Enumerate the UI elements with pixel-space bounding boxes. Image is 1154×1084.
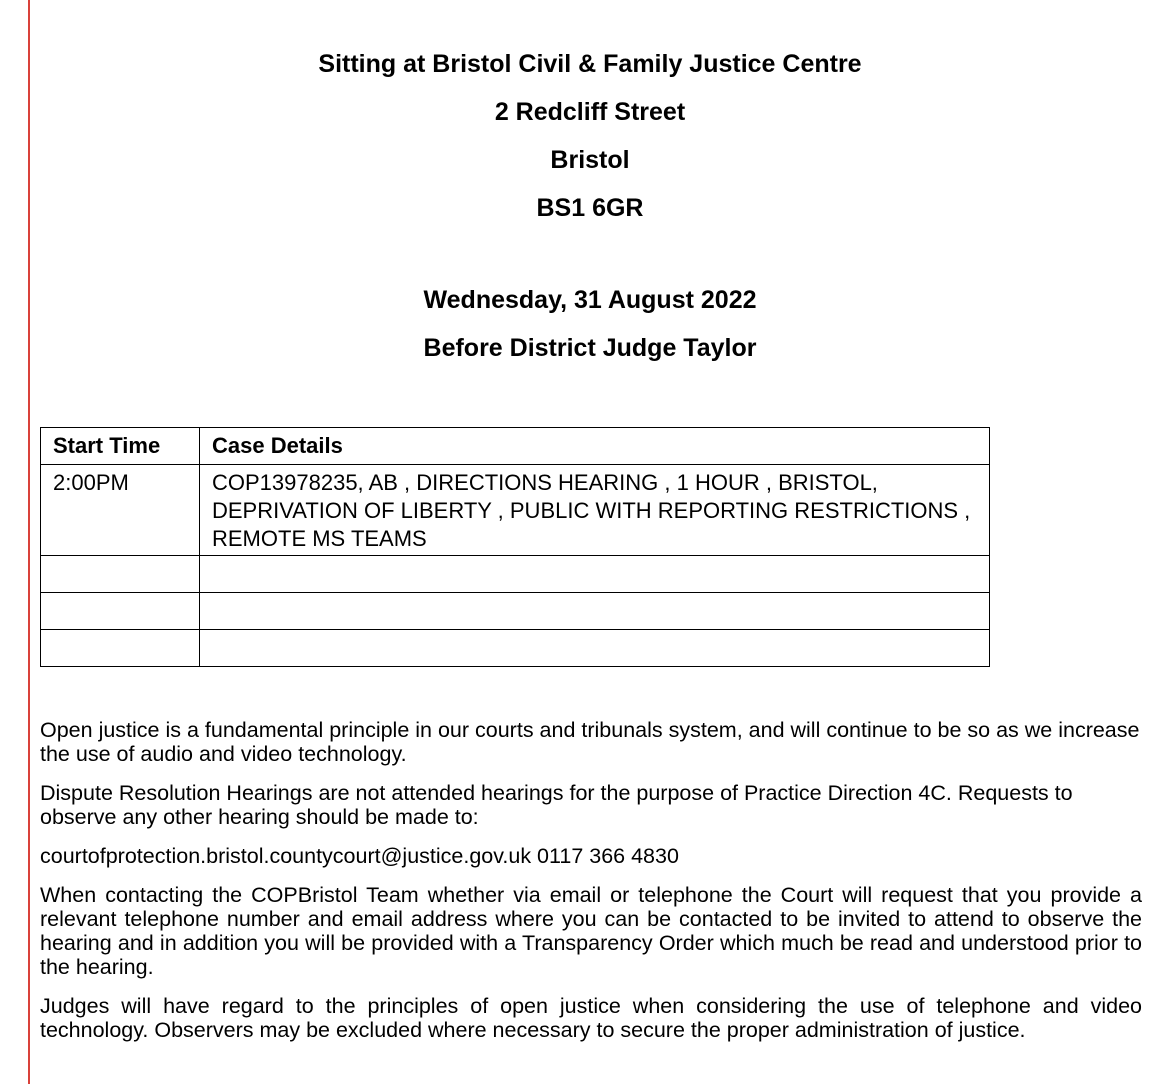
note-contacting-team: When contacting the COPBristol Team whether via email or telephone the Court will request that you provide a relevant telephone number and email address where you can be contacted to be invited to attend to observe the hearing and in addition you will be provided with a Transparency Order which much be read and understood prior to the hearing.: [40, 883, 1142, 979]
table-row: [41, 465, 990, 556]
empty-cell: [41, 556, 200, 593]
empty-cell: [200, 556, 990, 593]
court-street: 2 Redcliff Street: [494, 98, 686, 126]
empty-cell: [41, 630, 200, 667]
open-justice-notes: [40, 718, 1142, 1057]
cause-list-table: [40, 427, 990, 667]
header-case-details: Case Details: [200, 428, 990, 465]
empty-table-row: [41, 593, 990, 630]
empty-table-row: [41, 556, 990, 593]
empty-cell: [200, 593, 990, 630]
note-contact-details: courtofprotection.bristol.countycourt@justice.gov.uk 0117 366 4830: [40, 844, 679, 868]
court-name: Sitting at Bristol Civil & Family Justice Centre: [318, 50, 862, 78]
header-start-time: Start Time: [41, 428, 200, 465]
court-postcode: BS1 6GR: [536, 194, 644, 222]
sitting-date: Wednesday, 31 August 2022: [423, 286, 757, 314]
empty-table-row: [41, 630, 990, 667]
note-open-justice: Open justice is a fundamental principle in our courts and tribunals system, and will continue to be so as we increase the use of audio and video technology.: [40, 718, 1140, 766]
row-case-details: COP13978235, AB , DIRECTIONS HEARING , 1 HOUR , BRISTOL, DEPRIVATION OF LIBERTY , PUBLIC WITH REPORTING RESTRICTIONS , REMOTE MS TEAMS: [200, 465, 990, 556]
note-judges-regard: Judges will have regard to the principles of open justice when considering the use of telephone and video technology. Observers may be excluded where necessary to secure the proper administration of justice.: [40, 994, 1142, 1042]
row-start-time: 2:00PM: [41, 465, 200, 556]
court-city: Bristol: [550, 146, 630, 174]
sitting-judge: Before District Judge Taylor: [423, 334, 757, 362]
empty-cell: [41, 593, 200, 630]
empty-cell: [200, 630, 990, 667]
table-header-row: [41, 428, 990, 465]
court-address: [40, 40, 1142, 232]
note-dispute-resolution: Dispute Resolution Hearings are not attended hearings for the purpose of Practice Direction 4C. Requests to observe any other hearing should be made to:: [40, 781, 1073, 829]
sitting-info: [40, 276, 1142, 372]
